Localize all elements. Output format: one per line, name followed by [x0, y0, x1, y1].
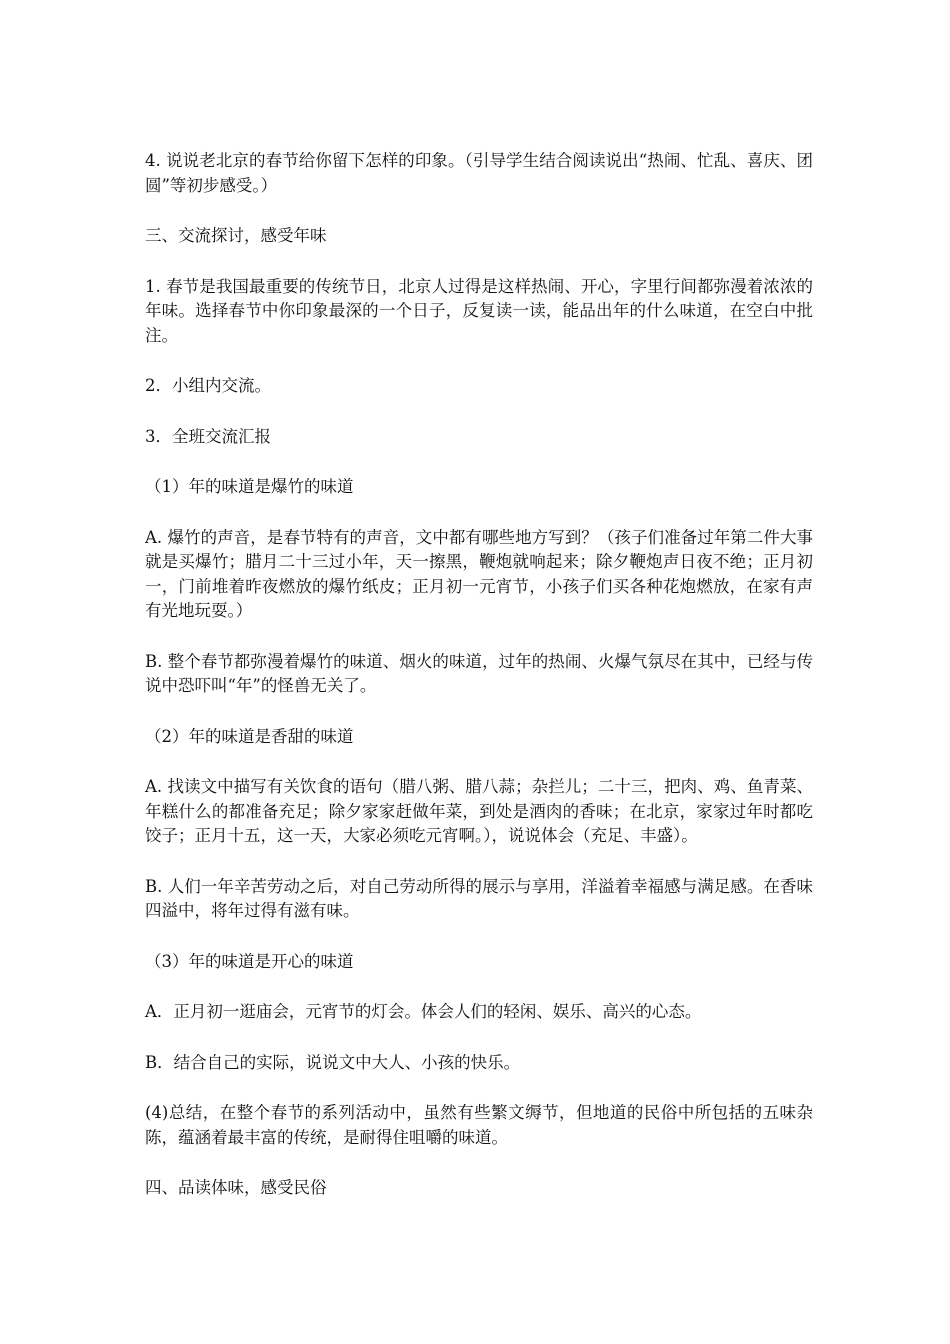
subheading-sweet-flavor: （2）年的味道是香甜的味道 — [145, 726, 354, 746]
subheading-firecracker-flavor: （1）年的味道是爆竹的味道 — [145, 477, 354, 496]
paragraph-sweet-a: A. 找读文中描写有关饮食的语句（腊八粥、腊八蒜；杂拦儿；二十三，把肉、鸡、鱼青菜、年糕什么的都准备充足；除夕家家赶做年菜，到处是酒肉的香味；在北京，家家过年时都吃饺子；正月十五，这一天，大家必须吃元宵啊。），说说体会（充足、丰盛）。 — [145, 777, 813, 845]
paragraph-happy-a: A．正月初一逛庙会，元宵节的灯会。体会人们的轻闲、娱乐、高兴的心态。 — [145, 1002, 702, 1021]
paragraph-step-3: 3．全班交流汇报 — [145, 426, 271, 446]
paragraph-firecracker-a: A. 爆竹的声音，是春节特有的声音，文中都有哪些地方写到？（孩子们准备过年第二件大事就是买爆竹；腊月二十三过小年，天一擦黑，鞭炮就响起来；除夕鞭炮声日夜不绝；正月初一，门前堆着昨夜燃放的爆竹纸皮；正月初一元宵节，小孩子们买各种花炮燃放，在家有声有光地玩耍。） — [145, 527, 813, 620]
paragraph-impression-question: 4. 说说老北京的春节给你留下怎样的印象。（引导学生结合阅读说出“热闹、忙乱、喜庆、团圆”等初步感受。） — [145, 151, 813, 195]
paragraph-summary: (4)总结，在整个春节的系列活动中，虽然有些繁文缛节，但地道的民俗中所包括的五味杂陈，蕴涵着最丰富的传统，是耐得住咀嚼的味道。 — [145, 1103, 813, 1147]
section-heading-folk-customs: 四、品读体味，感受民俗 — [145, 1178, 327, 1197]
paragraph-happy-b: B．结合自己的实际，说说文中大人、小孩的快乐。 — [145, 1052, 521, 1072]
section-heading-discussion: 三、交流探讨，感受年味 — [145, 226, 327, 245]
paragraph-step-1: 1. 春节是我国最重要的传统节日，北京人过得是这样热闹、开心，字里行间都弥漫着浓浓的年味。选择春节中你印象最深的一个日子，反复读一读，能品出年的什么味道，在空白中批注。 — [145, 276, 813, 345]
document-body — [145, 149, 813, 1227]
paragraph-sweet-b: B. 人们一年辛苦劳动之后，对自己劳动所得的展示与享用，洋溢着幸福感与满足感。在香味四溢中，将年过得有滋有味。 — [145, 876, 813, 920]
subheading-happy-flavor: （3）年的味道是开心的味道 — [145, 951, 354, 971]
paragraph-firecracker-b: B. 整个春节都弥漫着爆竹的味道、烟火的味道，过年的热闹、火爆气氛尽在其中，已经与传说中恐吓叫“年”的怪兽无关了。 — [145, 651, 813, 695]
paragraph-step-2: 2．小组内交流。 — [145, 376, 271, 395]
